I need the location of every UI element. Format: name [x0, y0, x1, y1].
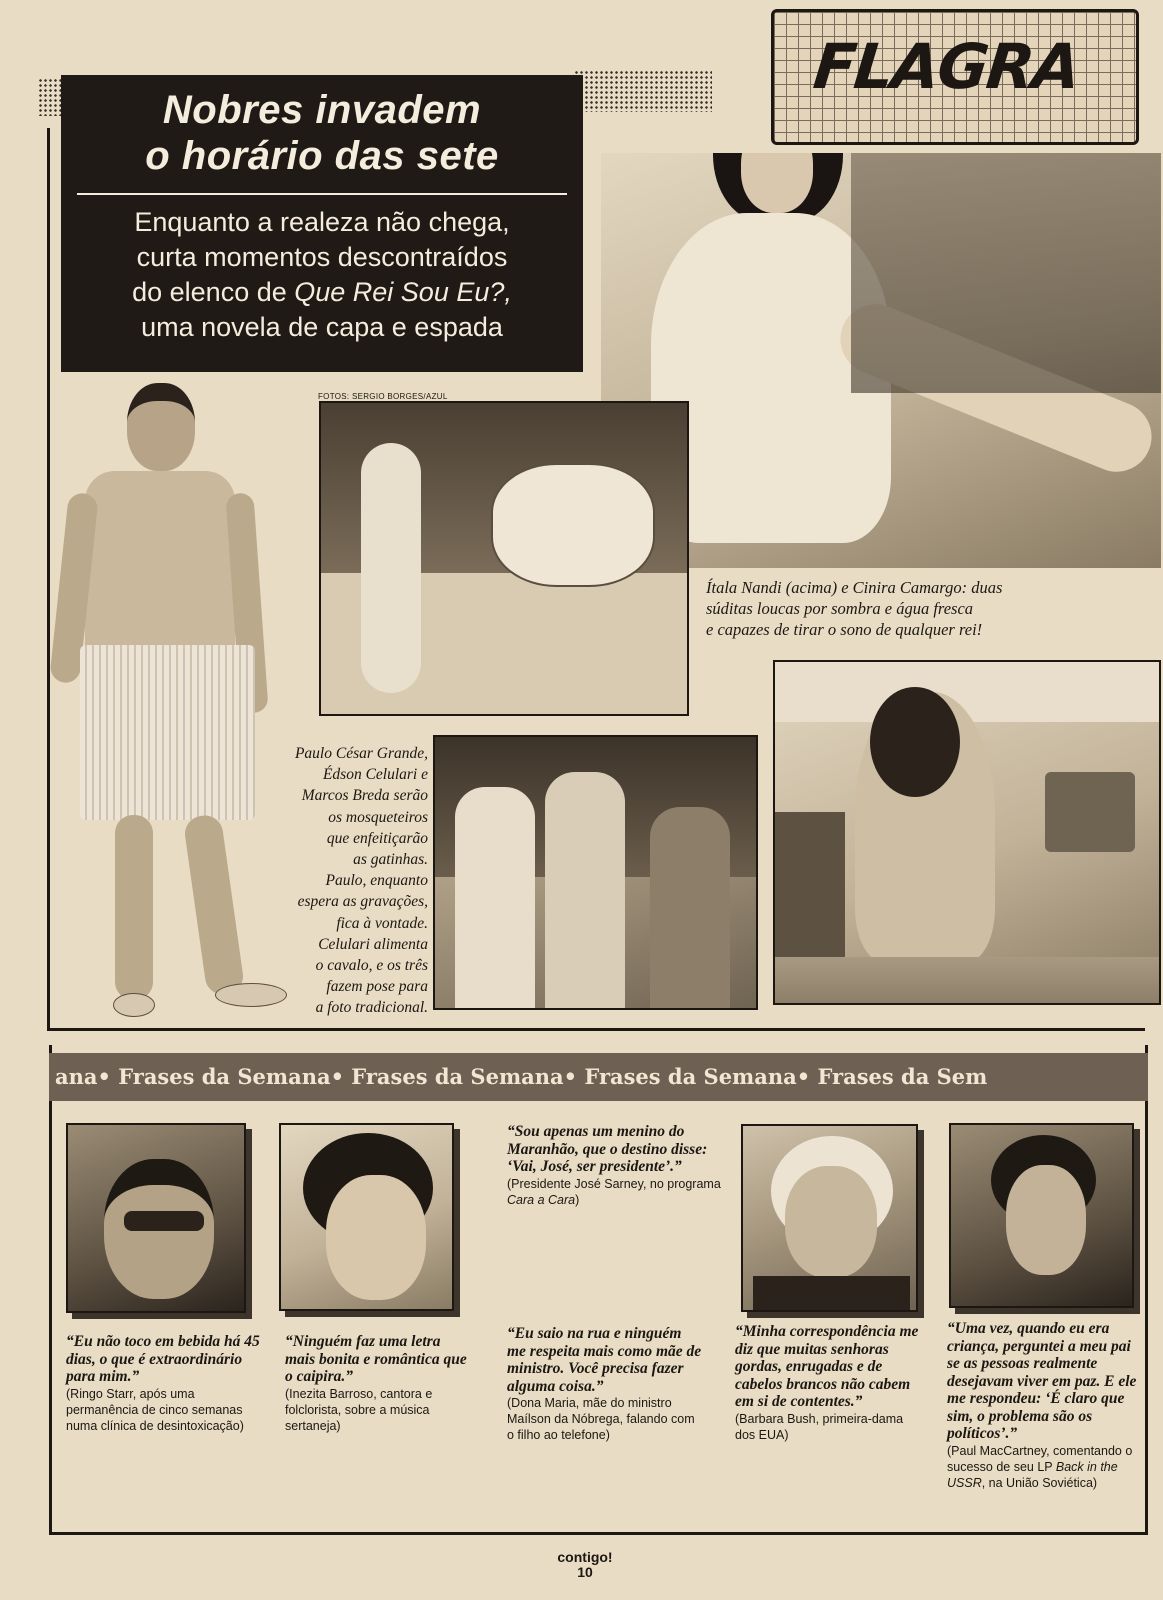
barrel-shape [775, 812, 845, 972]
caption-line: Marcos Breda serão [301, 787, 428, 805]
headline-title-line2: o horário das sete [145, 134, 499, 178]
band-text: ana• Frases da Semana• Frases da Semana• Frases da Semana• Frases da Sem [55, 1064, 988, 1089]
caption-line: Celulari alimenta [318, 935, 428, 953]
photo-cinira-camargo [773, 660, 1161, 1005]
grass-shape [851, 153, 1161, 393]
headline-subtitle [61, 205, 583, 345]
sunglasses-shape [124, 1211, 204, 1231]
quote-text: “Minha correspondência me diz que muitas senhoras gordas, enrugadas e de cabelos brancos não cabem em si de contentes.” [735, 1323, 919, 1410]
bucket-shape [1045, 772, 1135, 852]
headline-title [61, 87, 583, 179]
caption-line: fica à vontade. [336, 914, 428, 932]
photo-dona-maria [741, 1124, 918, 1312]
dot-strip-right [574, 70, 712, 112]
torso-shape [85, 471, 235, 656]
caption-line: espera as gravações, [297, 893, 428, 911]
quote-ringo-starr [66, 1333, 266, 1434]
headline-rule [77, 193, 567, 195]
frases-da-semana-band [49, 1053, 1148, 1101]
attribution-end: ) [575, 1192, 580, 1207]
album-title: Back in the USSR [947, 1459, 1118, 1490]
caption-line: o cavalo, e os três [315, 957, 428, 975]
barbara-dress-shape [753, 1276, 910, 1312]
barbara-face-shape [785, 1166, 877, 1278]
caption-line: as gatinhas. [353, 851, 428, 869]
photo-paul-maccartney [949, 1123, 1134, 1308]
shoe-left-shape [113, 993, 155, 1017]
water-shape [775, 957, 1161, 1005]
caption-itala-nandi [706, 577, 1106, 640]
page-number: 10 [577, 1564, 593, 1580]
leg-left-shape [115, 815, 153, 1000]
quote-attribution: (Ringo Starr, após uma permanência de cinco semanas numa clínica de desintoxicação) [66, 1386, 244, 1433]
attribution-end: , na União Soviética) [981, 1475, 1098, 1490]
horse-shape [491, 463, 655, 587]
man-shape [361, 443, 421, 693]
subtitle-line2: curta momentos descontraídos [136, 242, 508, 272]
program-title: Cara a Cara [507, 1192, 576, 1207]
dot-strip-left [38, 78, 62, 116]
quote-dona-maria [507, 1325, 702, 1443]
photo-credit: FOTOS: SERGIO BORGES/AZUL [318, 392, 448, 401]
headline-box [61, 75, 583, 372]
musketeer-3-shape [650, 807, 730, 1010]
quote-attribution: (Barbara Bush, primeira-dama dos EUA) [735, 1411, 904, 1442]
caption-mosqueteiros [248, 743, 428, 1019]
quote-text: “Sou apenas um menino do Maranhão, que o destino disse: ‘Vai, José, ser presidente’.” [507, 1123, 708, 1175]
inezita-face-shape [326, 1175, 426, 1300]
flagra-word: FLAGRA [810, 30, 1083, 103]
photo-celulari-cavalo [319, 401, 689, 716]
caption-itala-line1: Ítala Nandi (acima) e Cinira Camargo: duas [706, 578, 1003, 597]
head-shape [127, 383, 195, 471]
quote-jose-sarney [507, 1123, 722, 1208]
photo-mosqueteiros [433, 735, 758, 1010]
caption-line: Édson Celulari e [322, 766, 428, 784]
musketeer-1-shape [455, 787, 535, 1010]
flagra-logo [771, 9, 1139, 145]
quote-attribution [947, 1443, 1145, 1491]
quote-attribution [507, 1176, 722, 1208]
photo-inezita-barroso [279, 1123, 454, 1311]
caption-itala-line2: súditas loucas por sombra e água fresca [706, 599, 974, 618]
subtitle-line4: uma novela de capa e espada [141, 312, 503, 342]
subtitle-line3 [61, 275, 583, 310]
quote-paul-maccartney [947, 1320, 1145, 1491]
woman-hair-shape [870, 687, 960, 797]
paul-face-shape [1006, 1165, 1086, 1275]
quote-text: “Eu não toco em bebida há 45 dias, o que é extraordinário para mim.” [66, 1333, 260, 1385]
attribution-text: (Presidente José Sarney, no programa [507, 1176, 721, 1191]
caption-line: fazem pose para [326, 978, 428, 996]
caption-line: a foto tradicional. [315, 999, 428, 1017]
musketeer-2-shape [545, 772, 625, 1010]
headline-title-line1: Nobres invadem [162, 88, 482, 132]
attribution-text: (Paul MacCartney, comentando o sucesso de seu LP [947, 1443, 1133, 1474]
photo-ringo-starr [66, 1123, 246, 1313]
quote-attribution: (Dona Maria, mãe do ministro Maílson da Nóbrega, falando com o filho ao telefone) [507, 1396, 695, 1442]
subtitle-line1: Enquanto a realeza não chega, [134, 207, 510, 237]
quote-inezita-barroso [285, 1333, 470, 1434]
quote-attribution: (Inezita Barroso, cantora e folclorista, sobre a música sertaneja) [285, 1386, 433, 1433]
shorts-shape [80, 645, 255, 820]
quote-barbara-bush [735, 1323, 925, 1443]
caption-line: os mosqueteiros [328, 808, 428, 826]
caption-line: Paulo César Grande, [294, 745, 428, 762]
quote-text: “Uma vez, quando eu era criança, perguntei a meu pai se as pessoas realmente desejavam viver em paz. E ele me respondeu: ‘É claro que sim, o problema são os políticos’.” [947, 1320, 1137, 1442]
caption-line: que enfeitiçarão [326, 829, 428, 847]
caption-line: Paulo, enquanto [325, 872, 428, 890]
quote-text: “Eu saio na rua e ninguém me respeita mais como mãe de ministro. Você precisa fazer alguma coisa.” [507, 1325, 702, 1395]
page-footer [530, 1550, 640, 1580]
caption-itala-line3: e capazes de tirar o sono de qualquer rei! [706, 620, 983, 639]
subtitle-line3-text: do elenco de [132, 277, 295, 307]
magazine-name: contigo! [557, 1549, 613, 1565]
leg-right-shape [183, 813, 246, 997]
novela-title: Que Rei Sou Eu?, [294, 277, 512, 307]
quote-text: “Ninguém faz uma letra mais bonita e romântica que o caipira.” [285, 1333, 467, 1385]
